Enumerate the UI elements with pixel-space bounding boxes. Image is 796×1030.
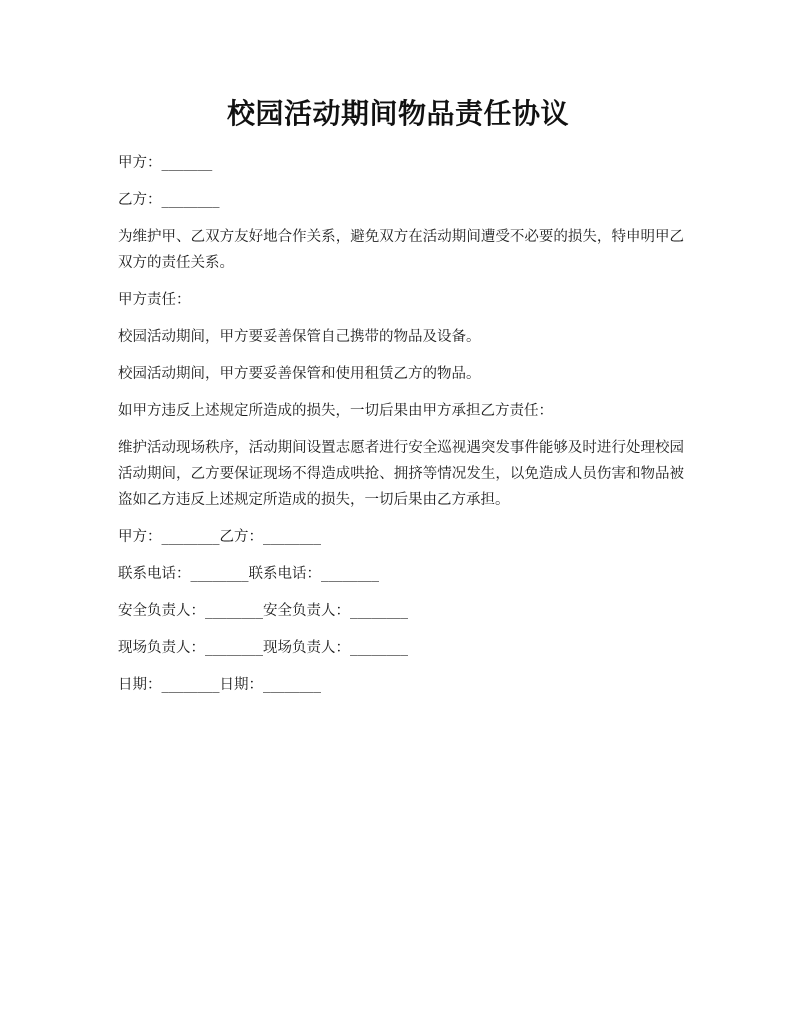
party-a-duty-heading: 甲方责任： <box>118 292 191 308</box>
party-a-line: 甲方：_______ <box>118 155 213 171</box>
signature-site-lead: 现场负责人：________现场负责人：________ <box>118 640 408 656</box>
party-b-duty-paragraph: 维护活动现场秩序，活动期间设置志愿者进行安全巡视遇突发事件能够及时进行处理校园活动期间，乙方要保证现场不得造成哄抢、拥挤等情况发生，以免造成人员伤害和物品被盗如乙方违反上述规定所造成的损失，一切后果由乙方承担。 <box>118 440 684 508</box>
signature-date: 日期：________日期：________ <box>118 677 321 693</box>
intro-paragraph: 为维护甲、乙双方友好地合作关系，避免双方在活动期间遭受不必要的损失，特申明甲乙双方的责任关系。 <box>118 229 684 271</box>
signature-phone: 联系电话：________联系电话：________ <box>118 566 379 582</box>
document-body <box>118 150 684 709</box>
party-b-line: 乙方：________ <box>118 192 220 208</box>
duty-item-1: 校园活动期间，甲方要妥善保管自己携带的物品及设备。 <box>118 329 481 345</box>
signature-safety-lead: 安全负责人：________安全负责人：________ <box>118 603 408 619</box>
duty-item-2: 校园活动期间，甲方要妥善保管和使用租赁乙方的物品。 <box>118 366 481 382</box>
duty-item-3: 如甲方违反上述规定所造成的损失，一切后果由甲方承担乙方责任： <box>118 403 553 419</box>
signature-parties: 甲方：________乙方：________ <box>118 529 321 545</box>
document-title: 校园活动期间物品责任协议 <box>226 97 569 130</box>
